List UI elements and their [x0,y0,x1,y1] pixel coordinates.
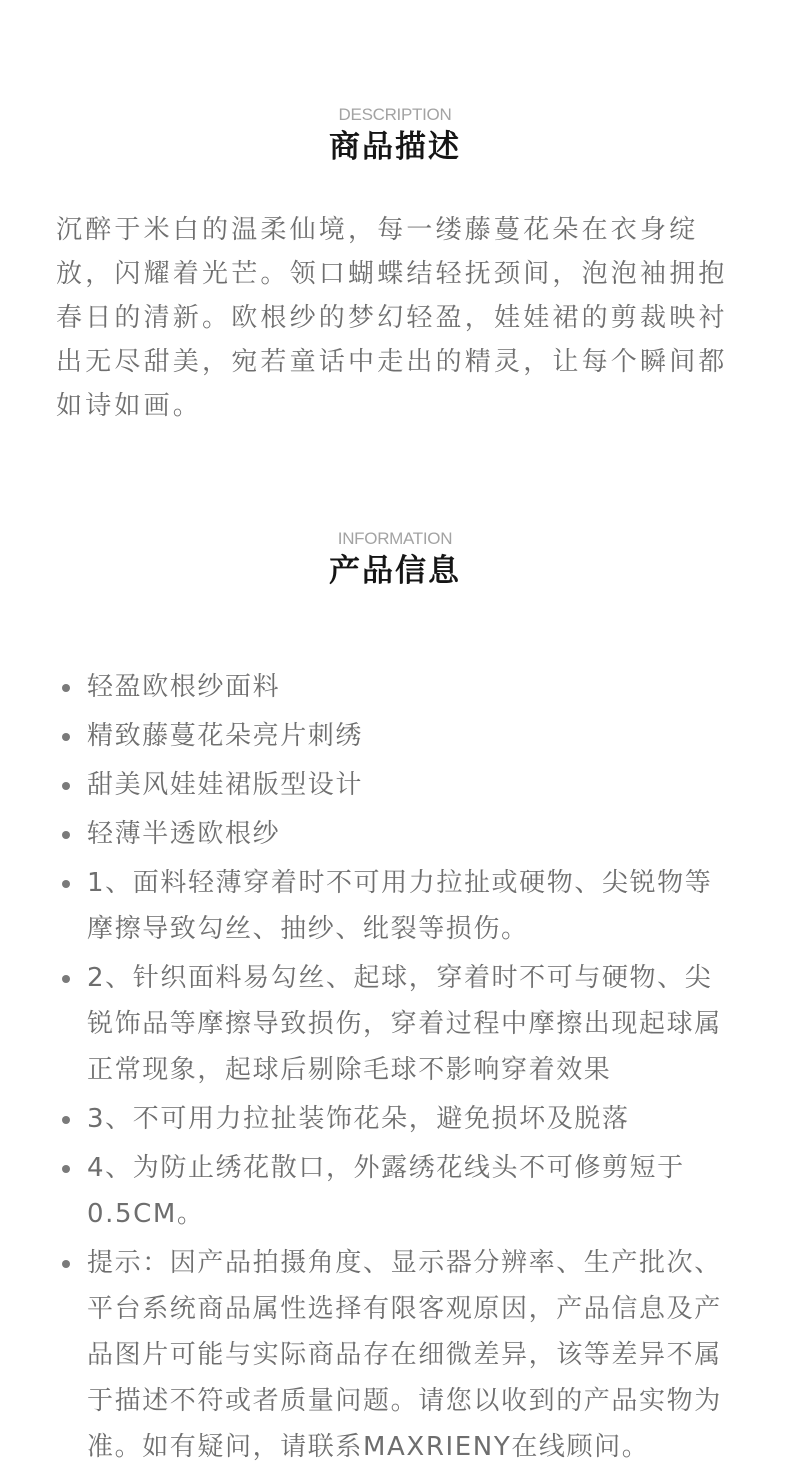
info-item-text: 2、针织面料易勾丝、起球，穿着时不可与硬物、尖锐饰品等摩擦导致损伤，穿着过程中摩擦出现起球属正常现象，起球后剔除毛球不影响穿着效果 [87,963,722,1085]
info-item-text: 轻薄半透欧根纱 [87,819,281,849]
product-description-text: 沉醉于米白的温柔仙境，每一缕藤蔓花朵在衣身绽放，闪耀着光芒。领口蝴蝶结轻抚颈间，泡泡袖拥抱春日的清新。欧根纱的梦幻轻盈，娃娃裙的剪裁映衬出无尽甜美，宛若童话中走出的精灵，让每个瞬间都如诗如画。 [56,215,728,421]
info-list-item [0,811,737,857]
info-item-text: 3、不可用力拉扯装饰花朵，避免损坏及脱落 [87,1104,630,1134]
info-list-item [0,955,737,1093]
info-list-item [0,664,737,710]
info-item-text: 1、面料轻薄穿着时不可用力拉扯或硬物、尖锐物等摩擦导致勾丝、抽纱、纰裂等损伤。 [87,868,713,944]
bullet-dot-icon [62,733,70,741]
info-item-text: 精致藤蔓花朵亮片刺绣 [87,721,364,751]
bullet-dot-icon [62,975,70,983]
description-header [0,105,790,166]
information-eyebrow: INFORMATION [337,529,453,548]
bullet-dot-icon [62,831,70,839]
info-list-item [0,1240,737,1470]
bullet-dot-icon [62,1116,70,1124]
info-item-text: 轻盈欧根纱面料 [87,672,281,702]
bullet-dot-icon [62,880,70,888]
bullet-dot-icon [62,684,70,692]
info-item-text: 4、为防止绣花散口，外露绣花线头不可修剪短于0.5CM。 [87,1153,685,1229]
info-list-item [0,762,737,808]
info-item-text: 甜美风娃娃裙版型设计 [87,770,364,800]
info-list-item [0,1145,737,1237]
info-list-item [0,860,737,952]
product-info-list [0,664,790,1473]
bullet-dot-icon [62,1260,70,1268]
info-item-text: 提示：因产品拍摄角度、显示器分辨率、生产批次、平台系统商品属性选择有限客观原因，产品信息及产品图片可能与实际商品存在细微差异，该等差异不属于描述不符或者质量问题。请您以收到的产品实物为准。如有疑问，请联系MAXRIENY在线顾问。 [87,1248,722,1462]
information-header [0,529,790,590]
description-title: 商品描述 [329,129,461,165]
info-list-item [0,1096,737,1142]
information-title: 产品信息 [329,553,461,589]
bullet-dot-icon [62,1165,70,1173]
description-eyebrow: DESCRIPTION [338,105,452,124]
info-list-item [0,713,737,759]
bullet-dot-icon [62,782,70,790]
